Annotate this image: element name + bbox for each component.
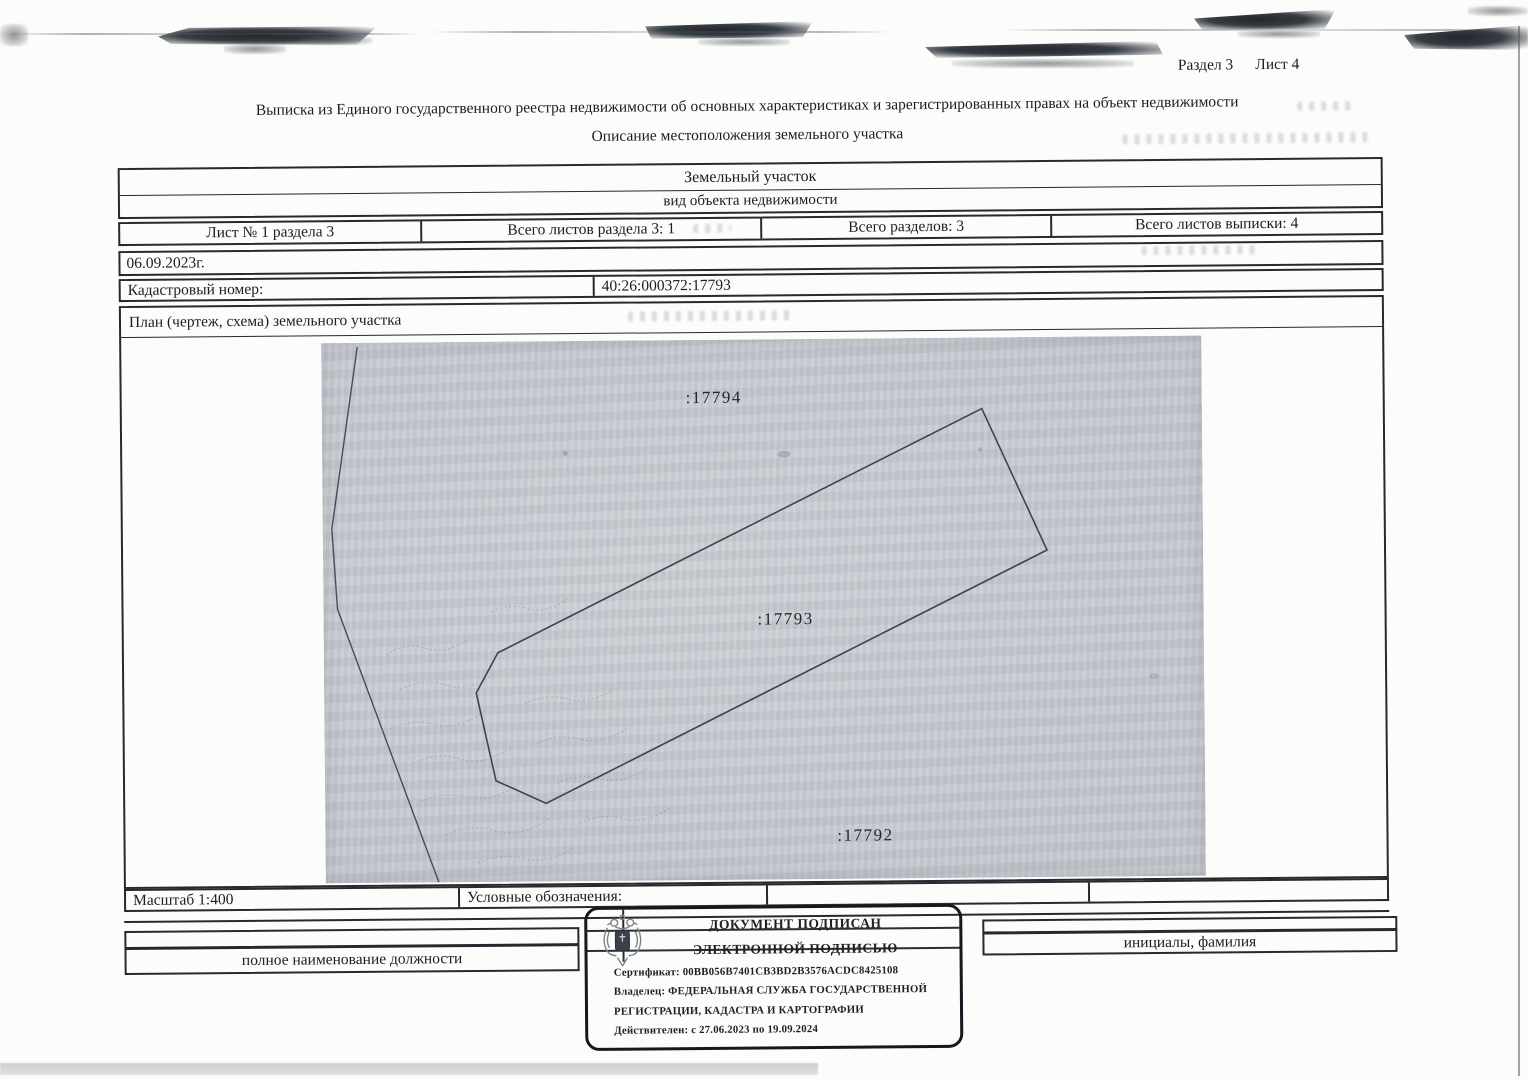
legend-cell: Условные обозначения:: [458, 885, 766, 907]
empty-cell: [1088, 880, 1387, 902]
initials-caption-box: инициалы, фамилия: [982, 929, 1397, 956]
position-caption-box: полное наименование должности: [124, 944, 579, 975]
stamp-certificate: Сертификат: 00BB056B7401CB3BD2B3576ACDC8425108: [613, 964, 899, 979]
object-type-box: [118, 157, 1383, 219]
parcel-label-17793: :17793: [757, 609, 814, 629]
section-sheet-header: [1178, 56, 1300, 75]
section-sheets-cell: Всего листов раздела 3: 1: [420, 218, 760, 241]
cadastral-label-cell: Кадастровый номер:: [127, 280, 264, 299]
stamp-title-line1: ДОКУМЕНТ ПОДПИСАН: [709, 915, 882, 932]
extract-sheets-cell: Всего листов выписки: 4: [1050, 213, 1381, 236]
empty-cell: [766, 883, 1088, 905]
parcel-plan-map: [321, 336, 1206, 884]
stamp-validity: Действителен: с 27.06.2023 по 19.09.2024: [614, 1022, 819, 1037]
parcel-17793-polygon: [474, 408, 1049, 804]
rosreestr-eagle-icon: [599, 914, 645, 970]
adjacent-boundary-line: [330, 346, 439, 883]
object-type-caption: вид объекта недвижимости: [663, 191, 838, 210]
plan-header: План (чертеж, схема) земельного участка: [121, 297, 1382, 338]
extract-date-box: 06.09.2023г.: [118, 240, 1383, 276]
parcel-label-17792: :17792: [837, 825, 894, 845]
plan-box: [119, 295, 1389, 889]
map-scan-specks: [563, 445, 1160, 684]
document-subtitle: Описание местоположения земельного участка: [591, 125, 904, 145]
stamp-owner-line2: РЕГИСТРАЦИИ, КАДАСТРА И КАРТОГРАФИИ: [613, 1003, 864, 1018]
document-title: Выписка из Единого государственного реестра недвижимости об основных характеристиках и зарегистрированных правах на объект недвижимости: [255, 93, 1239, 119]
stamp-title-line2: ЭЛЕКТРОННОЙ ПОДПИСЬЮ: [693, 940, 898, 958]
sheet-number-cell: Лист № 1 раздела 3: [206, 223, 335, 242]
stamp-owner-line1: Владелец: ФЕДЕРАЛЬНАЯ СЛУЖБА ГОСУДАРСТВЕННОЙ: [613, 983, 928, 998]
object-type: Земельный участок: [120, 159, 1381, 196]
signature-stamp: [584, 904, 963, 1051]
parcel-plan-svg: [321, 336, 1206, 884]
scale-cell: Масштаб 1:400: [132, 890, 234, 909]
parcel-label-17794: :17794: [685, 387, 742, 408]
sheet-label: Лист 4: [1255, 55, 1300, 74]
cadastral-number-cell: 40:26:000372:17793: [593, 270, 1382, 296]
section-label: Раздел 3: [1177, 56, 1234, 74]
sections-total-cell: Всего разделов: 3: [760, 216, 1050, 239]
